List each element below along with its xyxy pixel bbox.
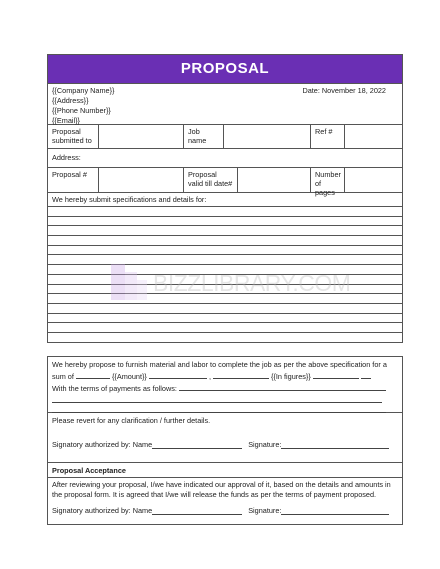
proposal-number-label: Proposal # [52, 170, 87, 179]
revert-signatory-label: Signatory authorized by: Name [52, 439, 153, 449]
company-phone: {{Phone Number}} [52, 106, 111, 115]
valid-date-field[interactable] [237, 168, 310, 192]
acceptance-name-field[interactable] [152, 506, 242, 515]
terms-line-1: We hereby propose to furnish material and labor to complete the job as per the above specification for a [52, 359, 387, 369]
revert-signature-field[interactable] [281, 440, 389, 449]
acceptance-title: Proposal Acceptance [52, 465, 126, 475]
submitted-to-label: Proposal submitted to [52, 127, 92, 145]
payment-terms-blank[interactable] [179, 382, 386, 391]
acceptance-signatory-label: Signatory authorized by: Name [52, 505, 153, 515]
acceptance-section [47, 463, 403, 525]
acceptance-text: After reviewing your proposal, I/we have indicated our approval of it, based on the details and amounts in the proposal form. It is agreed that I/we will release the funds as per the terms of payment proposed. [48, 477, 402, 500]
ref-field[interactable] [344, 125, 402, 148]
page-title: PROPOSAL [47, 54, 403, 84]
payment-terms-line [52, 382, 398, 394]
job-name-label: Job name [183, 125, 223, 148]
figures-blank[interactable] [213, 370, 269, 379]
revert-text: Please revert for any clarification / further details. [52, 415, 211, 425]
revert-signature-label: Signature: [248, 439, 282, 449]
company-name: {{Company Name}} [52, 86, 115, 95]
pages-label: Number of pages [310, 168, 344, 192]
proposal-form [47, 84, 403, 343]
terms-sum-line: sum of {{Amount}} , {{In figures}} [52, 370, 398, 382]
revert-name-field[interactable] [152, 440, 242, 449]
sum-prefix: sum of [52, 371, 74, 381]
job-name-field[interactable] [223, 125, 310, 148]
submission-row [48, 124, 402, 148]
specifications-label: We hereby submit specifications and details for: [52, 195, 207, 204]
terms-section [47, 356, 403, 413]
amount-placeholder: {{Amount}} [111, 371, 147, 381]
payment-terms-blank-2[interactable] [52, 394, 382, 403]
in-figures-placeholder: {{In figures}} [271, 371, 311, 381]
watermark-text: BIZZLIBRARY.COM [153, 270, 351, 296]
company-email: {{Email}} [52, 116, 80, 125]
address-row [48, 148, 402, 167]
company-address: {{Address}} [52, 96, 89, 105]
revert-section [47, 413, 403, 463]
payment-terms-blank-3[interactable] [52, 404, 386, 413]
figures-end-blank[interactable] [313, 370, 359, 379]
amount-blank[interactable] [149, 370, 207, 379]
payment-terms-label: With the terms of payments as follows: [52, 383, 177, 393]
proposal-date: Date: November 18, 2022 [302, 86, 386, 95]
watermark-logo-icon [111, 262, 151, 302]
pages-field[interactable] [344, 168, 402, 192]
valid-date-label: Proposal valid till date# [183, 168, 237, 192]
watermark [111, 262, 351, 302]
submitted-to-field[interactable] [98, 125, 183, 148]
proposal-number-row [48, 167, 402, 197]
acceptance-signature-label: Signature: [248, 505, 282, 515]
proposal-number-field[interactable] [98, 168, 183, 192]
sum-blank[interactable] [76, 370, 110, 379]
acceptance-signature-field[interactable] [281, 506, 389, 515]
company-header [48, 84, 402, 124]
address-label[interactable]: Address: [52, 153, 81, 162]
ref-label: Ref # [310, 125, 344, 148]
